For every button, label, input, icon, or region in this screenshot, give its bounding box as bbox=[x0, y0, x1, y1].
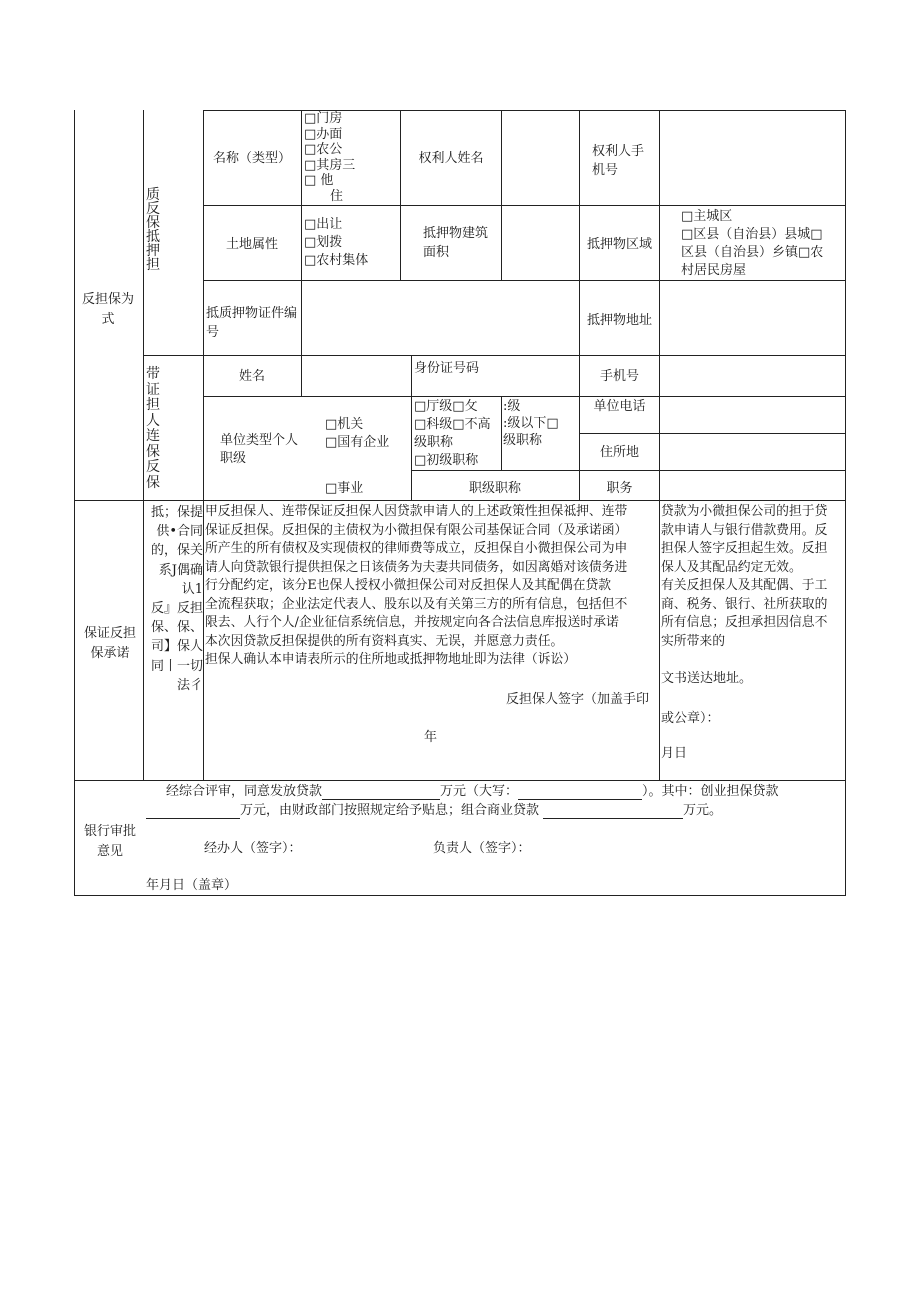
pledge-top bbox=[203, 110, 846, 111]
guar-c5 bbox=[659, 355, 660, 501]
promise-year: 年 bbox=[424, 730, 438, 745]
residence-label: 住所地 bbox=[599, 445, 639, 460]
promise-c1 bbox=[203, 500, 204, 781]
promise-right-text bbox=[661, 503, 845, 651]
property-option[interactable]: □门房 bbox=[304, 111, 343, 126]
label-col-divider bbox=[143, 110, 144, 781]
region-option[interactable]: □主城区 bbox=[681, 209, 733, 224]
promise-label: 保证反担保承诺 bbox=[83, 626, 136, 661]
promise-line: 行分配约定，该分E也保人授权小微担保公司对反担保人及其配偶在贷款 bbox=[205, 578, 612, 593]
level-option[interactable]: □厅级□攵 bbox=[414, 399, 478, 414]
bank-label: 银行审批意见 bbox=[83, 824, 136, 859]
promise-middle-text bbox=[205, 503, 659, 670]
pledge-c2 bbox=[400, 110, 401, 281]
promise-date: 月日 bbox=[661, 746, 688, 761]
startup-loan-blank[interactable] bbox=[146, 806, 240, 819]
pledge-side-label: 质反保抵押担 bbox=[146, 187, 160, 273]
address-label: 抵押物地址 bbox=[586, 313, 652, 328]
pledge-row1 bbox=[203, 205, 846, 206]
building-area-label: 抵押物建筑面积 bbox=[423, 226, 489, 260]
bank-manager: 负责人（签字）： bbox=[433, 841, 531, 856]
level-option[interactable]: □科级□不高 bbox=[414, 417, 491, 432]
level-option: 级职称 bbox=[414, 435, 454, 450]
region-options bbox=[681, 208, 846, 280]
id-label: 身份证号码 bbox=[414, 361, 480, 376]
property-option[interactable]: □其房三 bbox=[304, 157, 356, 173]
promise-sign: 反担保人签字（加盖手印 bbox=[506, 692, 650, 707]
level-option-right: :级 bbox=[503, 399, 521, 414]
guar-c4 bbox=[579, 355, 580, 501]
name-type-label: 名称（类型） bbox=[212, 151, 291, 166]
promise-left-line: 系J偶确 bbox=[158, 562, 203, 578]
border-left bbox=[74, 110, 75, 896]
guar-phone-label: 手机号 bbox=[599, 369, 639, 384]
promise-line: 请人向贷款银行提供担保之日该债务为夫妻共同债务，如因离婚对该债务进 bbox=[205, 559, 628, 575]
promise-c2 bbox=[659, 500, 660, 781]
land-attr-label: 土地属性 bbox=[225, 237, 278, 252]
property-option[interactable]: □农公 bbox=[304, 142, 343, 157]
promise-right-line: 所有信息；反担承担因信息不 bbox=[661, 615, 828, 630]
unit-type-option[interactable]: □机关 bbox=[325, 417, 364, 432]
promise-left-line: 认1 bbox=[181, 581, 203, 597]
promise-left-line: 供•合同 bbox=[156, 524, 203, 540]
land-option[interactable]: □划拨 bbox=[304, 235, 343, 250]
promise-left-line: 反』反担 bbox=[150, 601, 203, 617]
cert-no-label: 抵质押物证件编号 bbox=[206, 306, 298, 340]
pledge-c3 bbox=[501, 110, 502, 281]
loan-amount-blank[interactable] bbox=[322, 787, 440, 800]
promise-left-line: 的，保关 bbox=[150, 543, 203, 559]
bank-handler: 经办人（签字）： bbox=[204, 841, 302, 856]
promise-doc-address: 文书送达地址。 bbox=[661, 671, 753, 686]
guar-name-label: 姓名 bbox=[238, 369, 265, 384]
promise-left-col bbox=[145, 503, 203, 695]
unit-type-label: 单位类型个人职级 bbox=[220, 433, 298, 466]
promise-right-line: 担保人签字反担起生效。反担 bbox=[661, 541, 828, 556]
promise-line: 甲反担保人、连带保证反担保人因贷款申请人的上述政策性担保祗押、连带 bbox=[205, 504, 628, 519]
sep-bank-top bbox=[74, 780, 846, 781]
level-title-label: 职级职称 bbox=[468, 481, 521, 496]
pledge-c1 bbox=[301, 110, 302, 356]
property-options bbox=[304, 111, 400, 204]
promise-right-line: 款申请人与银行借款费用。反 bbox=[661, 522, 828, 538]
promise-line: 保证反担保。反担保的主债权为小微担保有限公司基保证合同（及承诺函） bbox=[205, 522, 628, 538]
region-option[interactable]: □区县（自治县）县城□ bbox=[681, 227, 823, 242]
loan-amount-upper-blank[interactable] bbox=[518, 787, 642, 800]
unit-type-option[interactable]: □国有企业 bbox=[325, 435, 390, 450]
guar-row2b bbox=[579, 433, 846, 434]
owner-phone-label: 权利人手机号 bbox=[592, 144, 645, 178]
promise-right-line: 实所带来的 bbox=[661, 633, 725, 649]
pledge-guarantor-sep bbox=[143, 355, 846, 356]
border-bottom bbox=[74, 895, 846, 896]
level-option-right: 级职称 bbox=[503, 433, 543, 448]
promise-left-line: 司】保人 bbox=[150, 639, 203, 655]
bank-line2-a: 万元，由财政部门按照规定给予贴息；组合商业贷款 bbox=[240, 803, 540, 818]
level-option[interactable]: □初级职称 bbox=[414, 453, 479, 468]
unit-type-option[interactable]: □事业 bbox=[325, 481, 364, 496]
bank-line2 bbox=[146, 802, 722, 819]
promise-line: 本次因贷款反担保提供的所有资料真实、无误，并愿意力责任。 bbox=[205, 633, 564, 649]
property-option[interactable]: □办面 bbox=[304, 126, 343, 142]
promise-line: 担保人确认本申请表所示的住所地或抵押物地址即为法律（诉讼） bbox=[205, 652, 577, 667]
promise-right-line: 有关反担保人及其配偶、于工 bbox=[661, 578, 828, 593]
outer-label: 反担保为式 bbox=[81, 292, 134, 327]
promise-left-line: 抵；保提 bbox=[150, 505, 203, 520]
bank-line1-c: ）。其中：创业担保贷款 bbox=[642, 784, 779, 799]
commercial-loan-blank[interactable] bbox=[543, 806, 683, 819]
bank-date-seal: 年月日（盖章） bbox=[146, 878, 238, 893]
region-option: 村居民房屋 bbox=[681, 263, 747, 278]
unit-phone-label: 单位电话 bbox=[593, 399, 646, 414]
sub-side-divider bbox=[203, 110, 204, 501]
owner-name-label: 权利人姓名 bbox=[418, 151, 484, 166]
property-option[interactable]: □ 他 bbox=[304, 173, 334, 188]
pledge-c4 bbox=[579, 110, 580, 356]
promise-line: 限去、人行个人/企业征信系统信息，并按规定向各合法信息库报送时承诺 bbox=[205, 615, 619, 630]
guar-c1 bbox=[301, 355, 302, 397]
promise-left-line: 保、保、 bbox=[150, 620, 203, 636]
promise-line: 全流程获取；企业法定代表人、股东以及有关第三方的所有信息，包括但不 bbox=[205, 596, 628, 612]
region-label: 抵押物区域 bbox=[586, 237, 652, 252]
promise-left-line: 同丨一切 bbox=[150, 658, 203, 674]
region-option[interactable]: 区县（自治县）乡镇□农 bbox=[681, 245, 824, 260]
land-option[interactable]: □出让 bbox=[304, 217, 343, 232]
bank-line2-b: 万元。 bbox=[683, 803, 723, 818]
pledge-c5 bbox=[659, 110, 660, 356]
promise-left-line: 法彳 bbox=[176, 677, 203, 693]
level-options-right bbox=[503, 398, 579, 449]
promise-right-line: 商、税务、银行、社所获取的 bbox=[661, 596, 828, 612]
land-options bbox=[304, 216, 400, 270]
pledge-row2 bbox=[203, 280, 846, 281]
promise-line: 所产生的所有债权及实现债权的律师费等成立，反担保自小微担保公司为申 bbox=[205, 541, 628, 556]
promise-right-line: 贷款为小微担保公司的担于贷 bbox=[661, 504, 828, 519]
level-option-right: :级以下□ bbox=[503, 416, 559, 431]
bank-line1 bbox=[166, 783, 779, 800]
unit-type-options bbox=[325, 416, 411, 452]
guar-c2 bbox=[411, 355, 412, 501]
guarantor-side-label: 带证担人连保反保 bbox=[146, 366, 160, 491]
sep-promise-top bbox=[74, 500, 846, 501]
bank-line1-b: 万元（大写： bbox=[440, 784, 519, 799]
promise-right-line: 保人及其配品约定无效。 bbox=[661, 559, 802, 575]
guar-row1 bbox=[203, 396, 846, 397]
guar-row3 bbox=[579, 470, 846, 471]
position-label: 职务 bbox=[606, 481, 633, 496]
level-options bbox=[414, 398, 502, 470]
land-option[interactable]: □农村集体 bbox=[304, 253, 369, 268]
promise-seal: 或公章）： bbox=[661, 711, 720, 726]
bank-line1-a: 经综合评审，同意发放贷款 bbox=[166, 784, 323, 799]
property-option: 住 bbox=[330, 188, 344, 204]
guar-row2 bbox=[411, 470, 579, 471]
